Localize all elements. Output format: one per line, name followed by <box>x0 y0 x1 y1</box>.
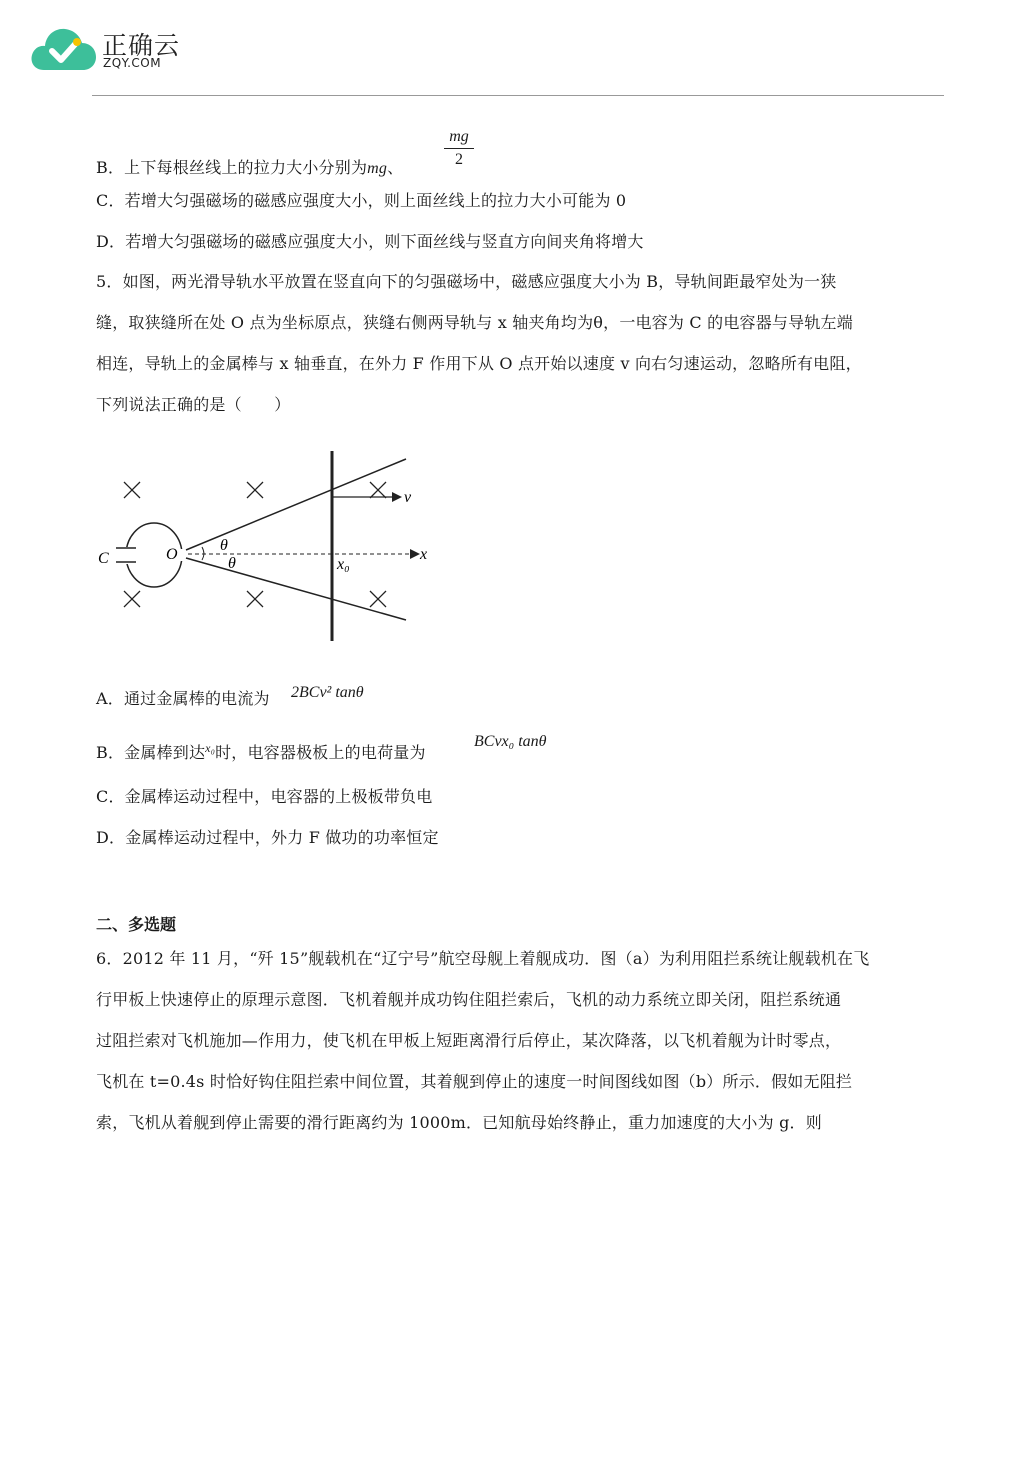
field-cross-4 <box>124 591 140 607</box>
cloud-check-icon <box>30 22 98 74</box>
slit-gap <box>178 549 186 561</box>
fraction-numerator: mg <box>449 128 469 145</box>
label-x0: x₀ <box>337 556 350 573</box>
prev-option-b-text: B．上下每根丝线上的拉力大小分别为 <box>96 158 368 177</box>
x-axis-arrow <box>410 549 420 559</box>
q6-line-3: 过阻拦索对飞机施加—作用力，使飞机在甲板上短距离滑行后停止，某次降落，以飞机着舰为计时零点， <box>96 1031 842 1050</box>
label-theta-top: θ <box>220 537 228 554</box>
q6-line-4: 飞机在 t=0.4s 时恰好钩住阻拦索中间位置，其着舰到停止的速度一时间图线如图（b）所示．假如无阻拦 <box>96 1072 853 1091</box>
q5-diagram <box>92 445 452 645</box>
field-cross-3 <box>370 482 386 498</box>
label-v: v <box>404 489 412 506</box>
section-title: 二、多选题 <box>96 915 177 934</box>
q5-option-b-x0: x₀ <box>205 741 216 755</box>
logo-text-en: ZQY.COM <box>103 56 162 70</box>
label-theta-bottom: θ <box>228 555 236 572</box>
q5-option-b-text-1: B．金属棒到达 <box>96 743 206 762</box>
angle-arc-bottom <box>202 554 204 560</box>
q5-option-b-formula: BCvx₀ tanθ <box>474 733 547 750</box>
q5-option-c: C．金属棒运动过程中，电容器的上极板带负电 <box>96 787 433 806</box>
q5-option-b <box>96 742 426 765</box>
q5-option-a-formula: 2BCv² tanθ <box>291 684 364 701</box>
brand-logo <box>30 22 200 78</box>
q6-line-1: 6．2012 年 11 月，“歼 15”舰载机在“辽宁号”航空母舰上着舰成功．图（a）为利用阻拦系统让舰载机在飞 <box>96 949 870 968</box>
q5-line-4: 下列说法正确的是（ ） <box>96 395 291 414</box>
q6-line-5: 索，飞机从着舰到停止需要的滑行距离约为 1000m．已知航母始终静止，重力加速度的大小为 g．则 <box>96 1113 822 1132</box>
q5-option-d: D．金属棒运动过程中，外力 F 做功的功率恒定 <box>96 828 439 847</box>
angle-arc-top <box>202 547 204 554</box>
q5-option-a-text: A．通过金属棒的电流为 <box>96 689 270 708</box>
label-C: C <box>98 550 109 567</box>
fraction-denominator: 2 <box>455 151 463 168</box>
header-divider <box>92 95 944 96</box>
q5-option-b-text-2: 时，电容器极板上的电荷量为 <box>215 743 426 762</box>
fraction-mg-over-2 <box>444 128 474 169</box>
q5-line-1: 5．如图，两光滑导轨水平放置在竖直向下的匀强磁场中，磁感应强度大小为 B，导轨间距最窄处为一狭 <box>96 272 837 291</box>
prev-option-c: C．若增大匀强磁场的磁感应强度大小，则上面丝线上的拉力大小可能为 0 <box>96 191 627 210</box>
field-cross-2 <box>247 482 263 498</box>
field-cross-6 <box>370 591 386 607</box>
prev-option-d: D．若增大匀强磁场的磁感应强度大小，则下面丝线与竖直方向间夹角将增大 <box>96 232 644 251</box>
q5-line-2: 缝，取狭缝所在处 O 点为坐标原点，狭缝右侧两导轨与 x 轴夹角均为θ，一电容为 C 的电容器与导轨左端 <box>96 313 853 332</box>
prev-option-b-sep: 、 <box>387 158 404 177</box>
q6-line-2: 行甲板上快速停止的原理示意图．飞机着舰并成功钩住阻拦索后，飞机的动力系统立即关闭，阻拦系统通 <box>96 990 842 1009</box>
fraction-bar <box>444 148 474 149</box>
rail-bottom <box>186 558 406 620</box>
prev-option-b <box>96 157 403 180</box>
logo-text-cn: 正确云 <box>102 31 181 60</box>
label-O: O <box>166 546 178 563</box>
q5-line-3: 相连，导轨上的金属棒与 x 轴垂直，在外力 F 作用下从 O 点开始以速度 v 向右匀速运动，忽略所有电阻， <box>96 354 862 373</box>
rail-top <box>186 459 406 550</box>
prev-option-b-mg: mg <box>367 160 388 177</box>
velocity-arrowhead <box>392 492 402 502</box>
label-x: x <box>420 546 428 563</box>
field-cross-5 <box>247 591 263 607</box>
field-cross-1 <box>124 482 140 498</box>
